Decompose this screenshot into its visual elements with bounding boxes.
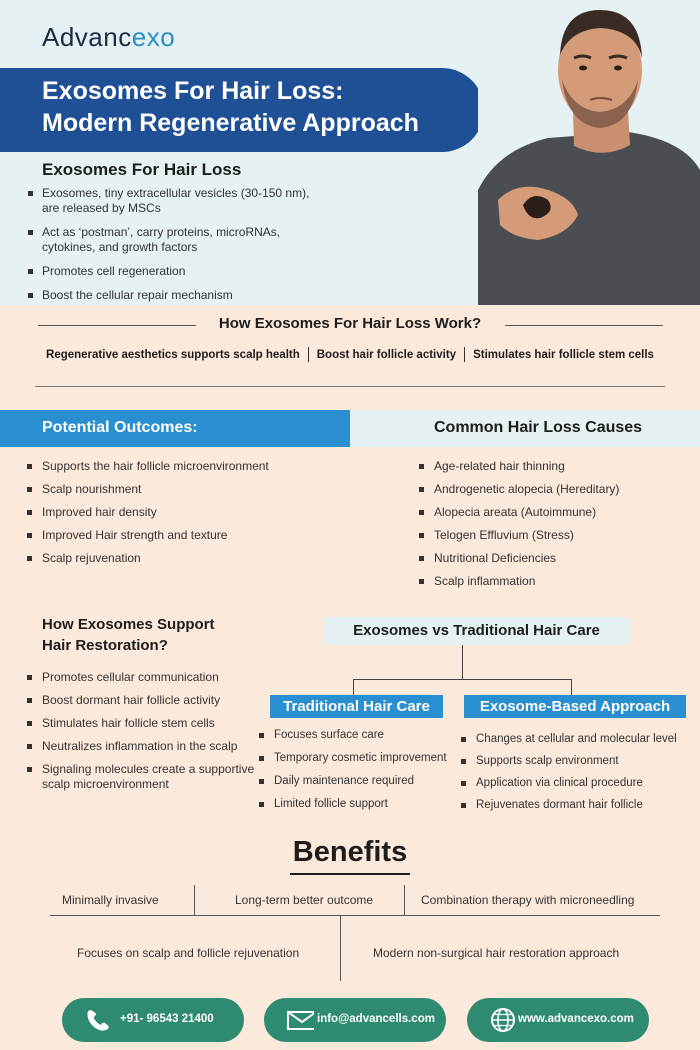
list-item: Improved hair density: [25, 505, 345, 520]
list-item: Temporary cosmetic improvement: [257, 751, 467, 766]
list-item: Telogen Effluvium (Stress): [417, 528, 697, 543]
tree-connector: [353, 679, 354, 695]
benefit-item: Combination therapy with microneedling: [421, 893, 635, 907]
list-item: Exosomes, tiny extracellular vesicles (30-150 nm), are released by MSCs: [26, 186, 326, 216]
benefit-item: Long-term better outcome: [235, 893, 374, 907]
support-title: How Exosomes Support Hair Restoration?: [42, 616, 215, 654]
globe-icon: [489, 1007, 517, 1033]
tree-connector: [571, 679, 572, 695]
list-item: Alopecia areata (Autoimmune): [417, 505, 697, 520]
email-address: info@advancells.com: [317, 1013, 435, 1025]
brand-logo: Advancexo: [42, 22, 176, 52]
list-item: Rejuvenates dormant hair follicle: [459, 798, 699, 813]
support-list: [25, 670, 270, 800]
list-item: Focuses surface care: [257, 728, 467, 743]
causes-list: [417, 459, 697, 597]
phone-number: +91- 96543 21400: [120, 1013, 214, 1025]
tree-connector: [462, 645, 463, 679]
list-item: Boost dormant hair follicle activity: [25, 693, 270, 708]
list-item: Boost the cellular repair mechanism: [26, 288, 326, 303]
list-item: Stimulates hair follicle stem cells: [25, 716, 270, 731]
list-item: Nutritional Deficiencies: [417, 551, 697, 566]
causes-title: Common Hair Loss Causes: [434, 419, 643, 436]
how-item: Boost hair follicle activity: [316, 348, 457, 361]
page-title-line2: Modern Regenerative Approach: [42, 109, 419, 137]
list-item: Improved Hair strength and texture: [25, 528, 345, 543]
list-item: Age-related hair thinning: [417, 459, 697, 474]
how-item: Stimulates hair follicle stem cells: [473, 348, 654, 361]
phone-icon: [84, 1007, 112, 1033]
section-rule: [35, 386, 665, 387]
list-item: Changes at cellular and molecular level: [459, 732, 699, 747]
benefit-divider: [194, 885, 195, 915]
list-item: Signaling molecules create a supportive scalp microenvironment: [25, 762, 270, 792]
outcomes-header: [0, 410, 350, 447]
exosome-list: [459, 732, 699, 820]
comparison-title: Exosomes vs Traditional Hair Care: [323, 617, 630, 645]
list-item: Scalp nourishment: [25, 482, 345, 497]
how-it-works-row: [0, 347, 700, 362]
hero-bullet-list: [26, 186, 326, 305]
hero-subtitle: Exosomes For Hair Loss: [42, 160, 242, 179]
benefit-divider: [404, 885, 405, 915]
benefit-divider: [340, 915, 341, 981]
benefit-item: Focuses on scalp and follicle rejuvenation: [77, 946, 300, 960]
benefits-title: Benefits: [292, 836, 408, 868]
benefit-item: Minimally invasive: [62, 893, 159, 907]
email-contact-button[interactable]: [264, 998, 446, 1042]
list-item: Androgenetic alopecia (Hereditary): [417, 482, 697, 497]
man-holding-hair-photo: [478, 0, 700, 305]
title-band: [0, 68, 484, 152]
exosome-label: Exosome-Based Approach: [464, 695, 686, 718]
tree-connector: [353, 679, 572, 680]
list-item: Daily maintenance required: [257, 774, 467, 789]
website-contact-button[interactable]: [467, 998, 649, 1042]
list-item: Limited follicle support: [257, 797, 467, 812]
benefit-divider: [50, 915, 660, 916]
causes-header: [350, 410, 700, 447]
list-item: Application via clinical procedure: [459, 776, 699, 791]
page-title-line1: Exosomes For Hair Loss:: [42, 77, 344, 105]
list-item: Supports the hair follicle microenvironment: [25, 459, 345, 474]
website-url: www.advancexo.com: [518, 1013, 634, 1025]
how-it-works-title: How Exosomes For Hair Loss Work?: [218, 315, 482, 332]
list-item: Promotes cell regeneration: [26, 264, 326, 279]
traditional-list: [257, 728, 467, 820]
list-item: Act as ‘postman’, carry proteins, microRNAs, cytokines, and growth factors: [26, 225, 326, 255]
outcomes-title: Potential Outcomes:: [42, 419, 198, 436]
list-item: Neutralizes inflammation in the scalp: [25, 739, 270, 754]
traditional-label: Traditional Hair Care: [270, 695, 443, 718]
separator: [464, 347, 465, 362]
phone-contact-button[interactable]: [62, 998, 244, 1042]
outcomes-list: [25, 459, 345, 574]
benefit-item: Modern non-surgical hair restoration approach: [373, 946, 620, 960]
title-underline: [290, 873, 410, 875]
separator: [308, 347, 309, 362]
mail-icon: [286, 1007, 314, 1033]
hero-section: [0, 0, 700, 305]
list-item: Supports scalp environment: [459, 754, 699, 769]
list-item: Promotes cellular communication: [25, 670, 270, 685]
logo-accent: exo: [131, 22, 176, 52]
list-item: Scalp inflammation: [417, 574, 697, 589]
how-item: Regenerative aesthetics supports scalp health: [46, 348, 300, 361]
list-item: Scalp rejuvenation: [25, 551, 345, 566]
